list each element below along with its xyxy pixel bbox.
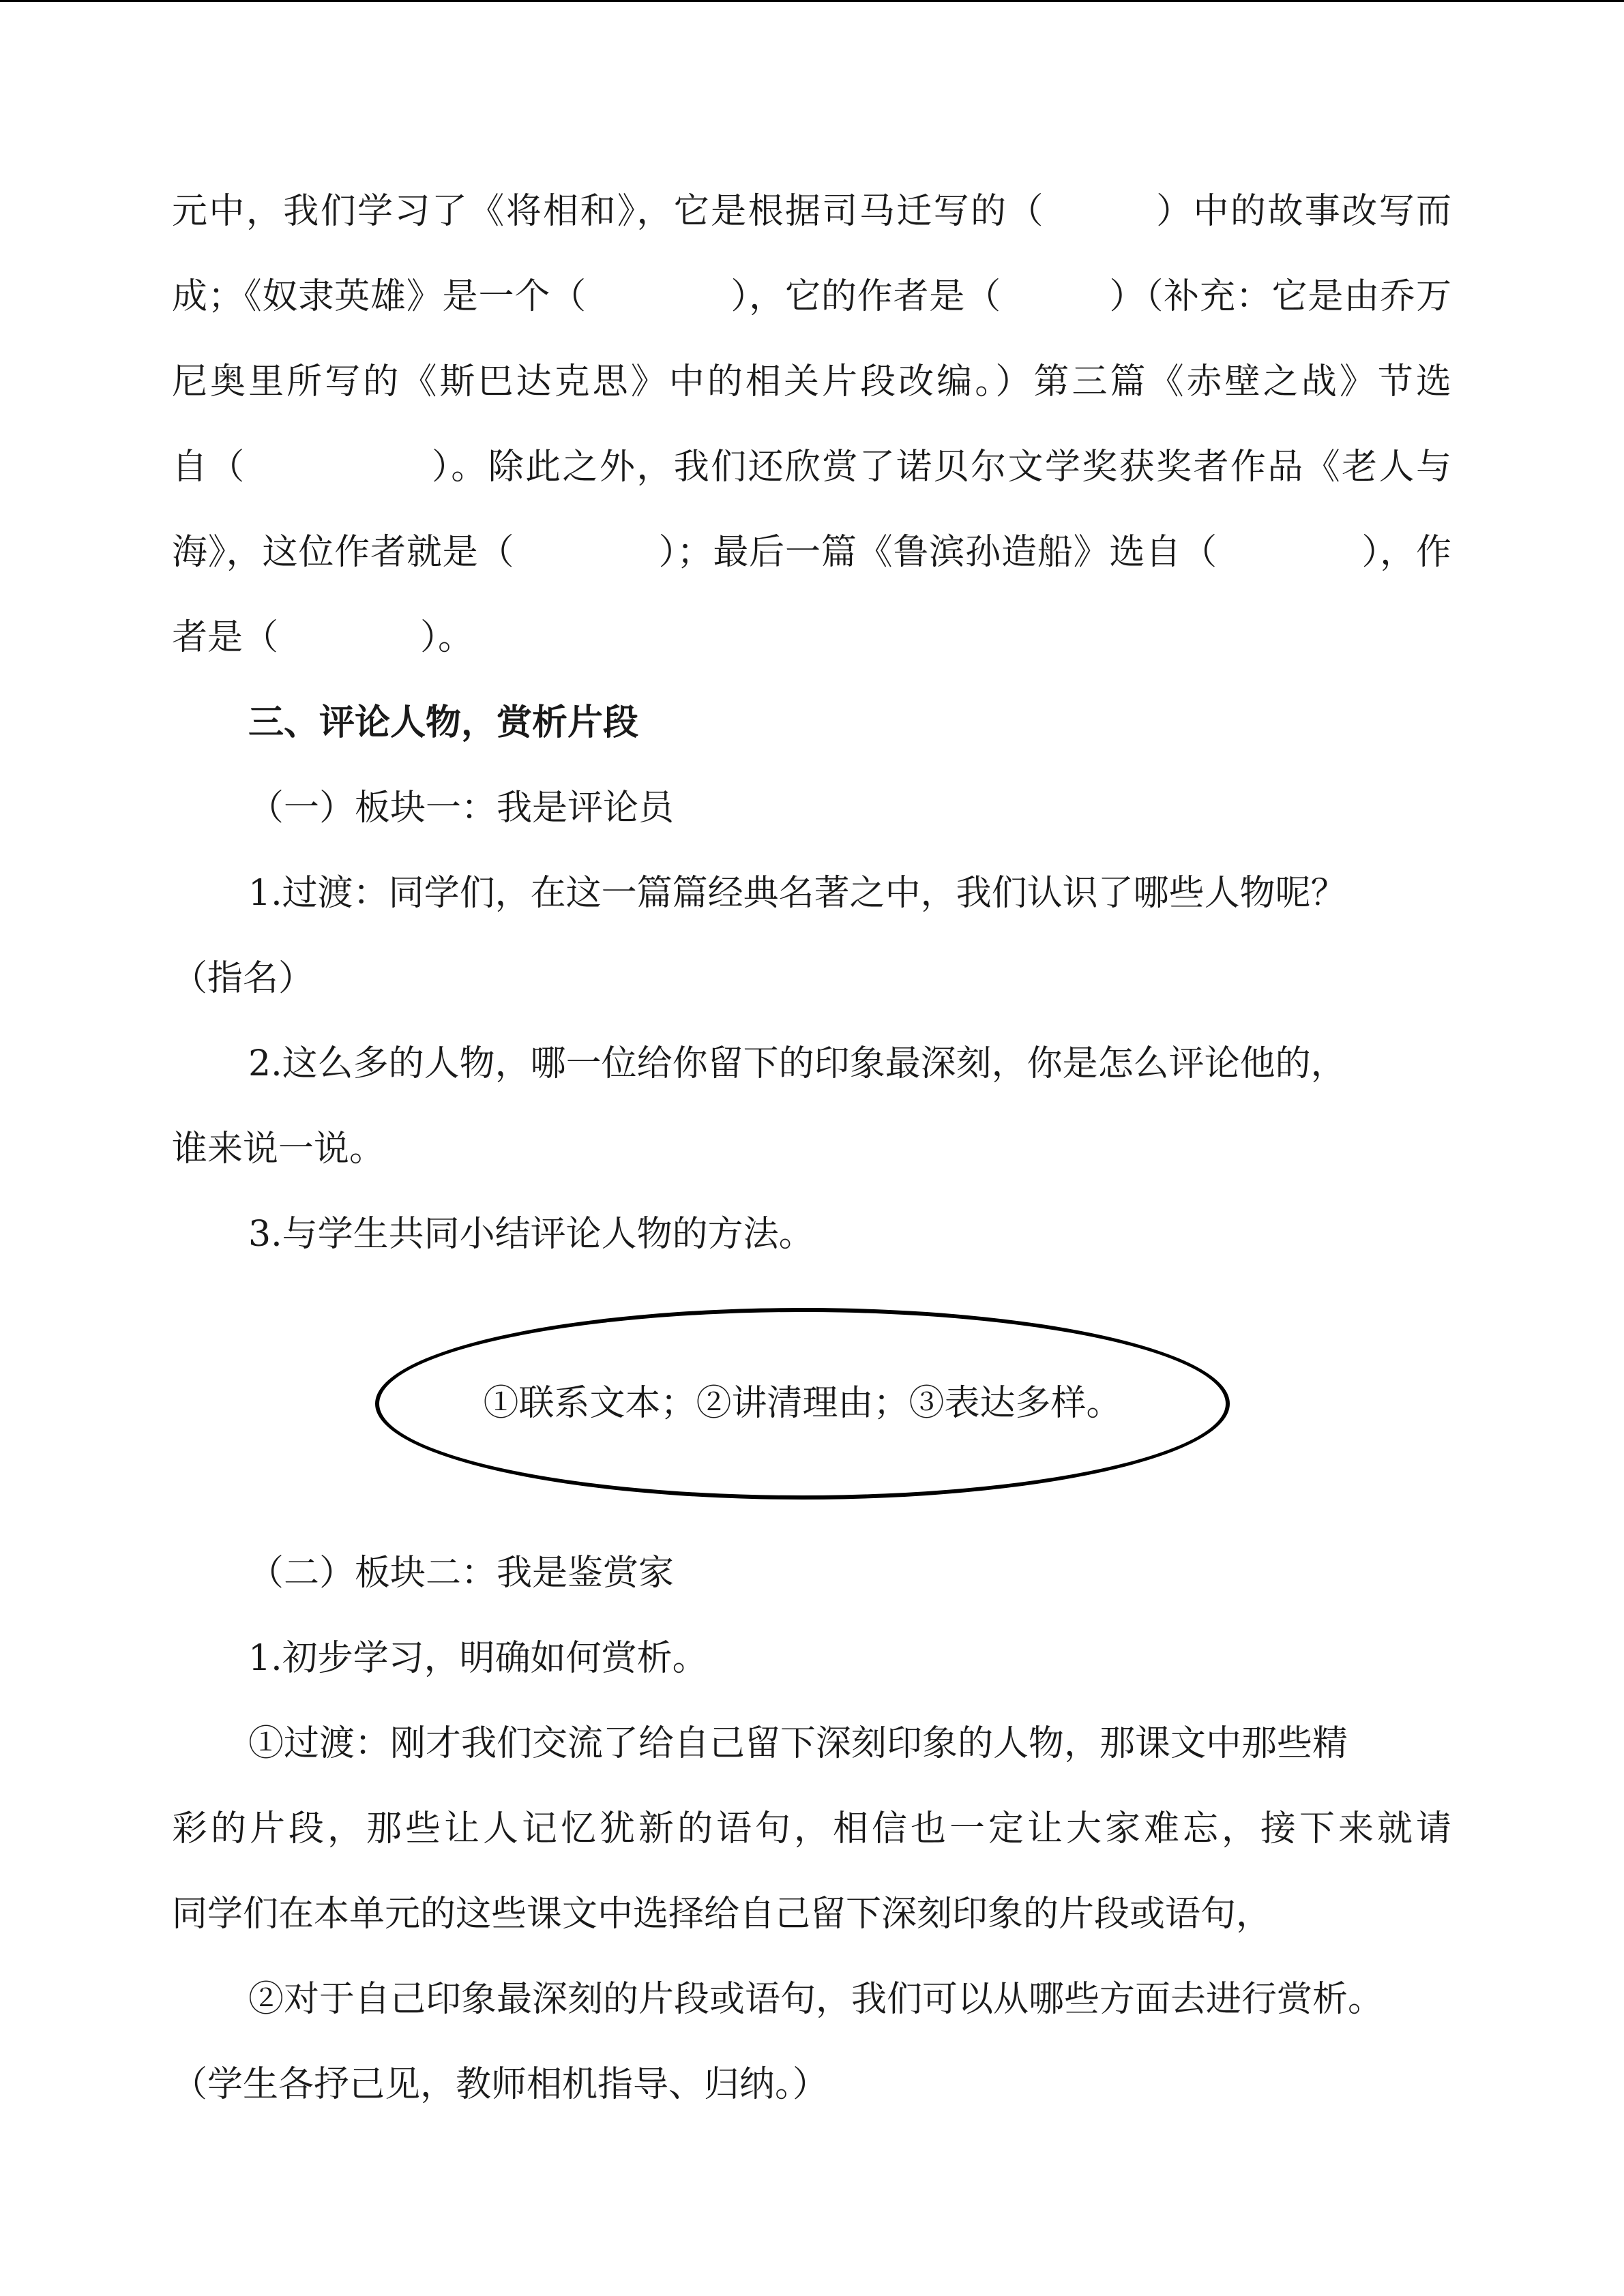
paragraph-line: ②对于自己印象最深刻的片段或语句，我们可以从哪些方面去进行赏析。: [248, 1979, 1384, 2020]
subsection-heading: （二）板块二：我是鉴赏家: [248, 1553, 675, 1594]
paragraph-line: 者是（ ）。: [172, 617, 474, 658]
list-item: 1.初步学习，明确如何赏析。: [248, 1638, 708, 1679]
list-item: 2.这么多的人物，哪一位给你留下的印象最深刻，你是怎么评论他的，: [248, 1043, 1346, 1084]
summary-ellipse: [375, 1308, 1230, 1500]
paragraph-line: 尼奥里所写的《斯巴达克思》中的相关片段改编。）第三篇《赤壁之战》节选: [172, 361, 1451, 402]
list-item: 3.与学生共同小结评论人物的方法。: [248, 1214, 814, 1255]
paragraph-line: 自（ ）。除此之外，我们还欣赏了诺贝尔文学奖获奖者作品《老人与: [172, 447, 1451, 488]
list-item: （指名）: [172, 958, 314, 999]
paragraph-line: 彩的片段，那些让人记忆犹新的语句，相信也一定让大家难忘，接下来就请: [172, 1808, 1451, 1849]
summary-ellipse-text: ①联系文本；②讲清理由；③表达多样。: [483, 1383, 1122, 1424]
paragraph-line: ①过渡：刚才我们交流了给自己留下深刻印象的人物，那课文中那些精: [248, 1723, 1348, 1764]
paragraph-line: 海》，这位作者就是（ ）；最后一篇《鲁滨孙造船》选自（ ），作: [172, 532, 1451, 573]
paragraph-line: （学生各抒己见，教师相机指导、归纳。）: [172, 2064, 829, 2105]
paragraph-line: 同学们在本单元的这些课文中选择给自己留下深刻印象的片段或语句，: [172, 1894, 1272, 1935]
list-item: 谁来说一说。: [172, 1129, 385, 1169]
subsection-heading: （一）板块一：我是评论员: [248, 788, 675, 829]
list-item: 1.过渡：同学们，在这一篇篇经典名著之中，我们认识了哪些人物呢？: [248, 873, 1346, 914]
paragraph-line: 元中，我们学习了《将相和》，它是根据司马迁写的（ ）中的故事改写而: [172, 191, 1451, 232]
page-top-border: [0, 0, 1624, 2]
section-heading: 三、评论人物，赏析片段: [248, 702, 639, 743]
paragraph-line: 成；《奴隶英雄》是一个（ ），它的作者是（ ）（补充：它是由乔万: [172, 276, 1451, 317]
